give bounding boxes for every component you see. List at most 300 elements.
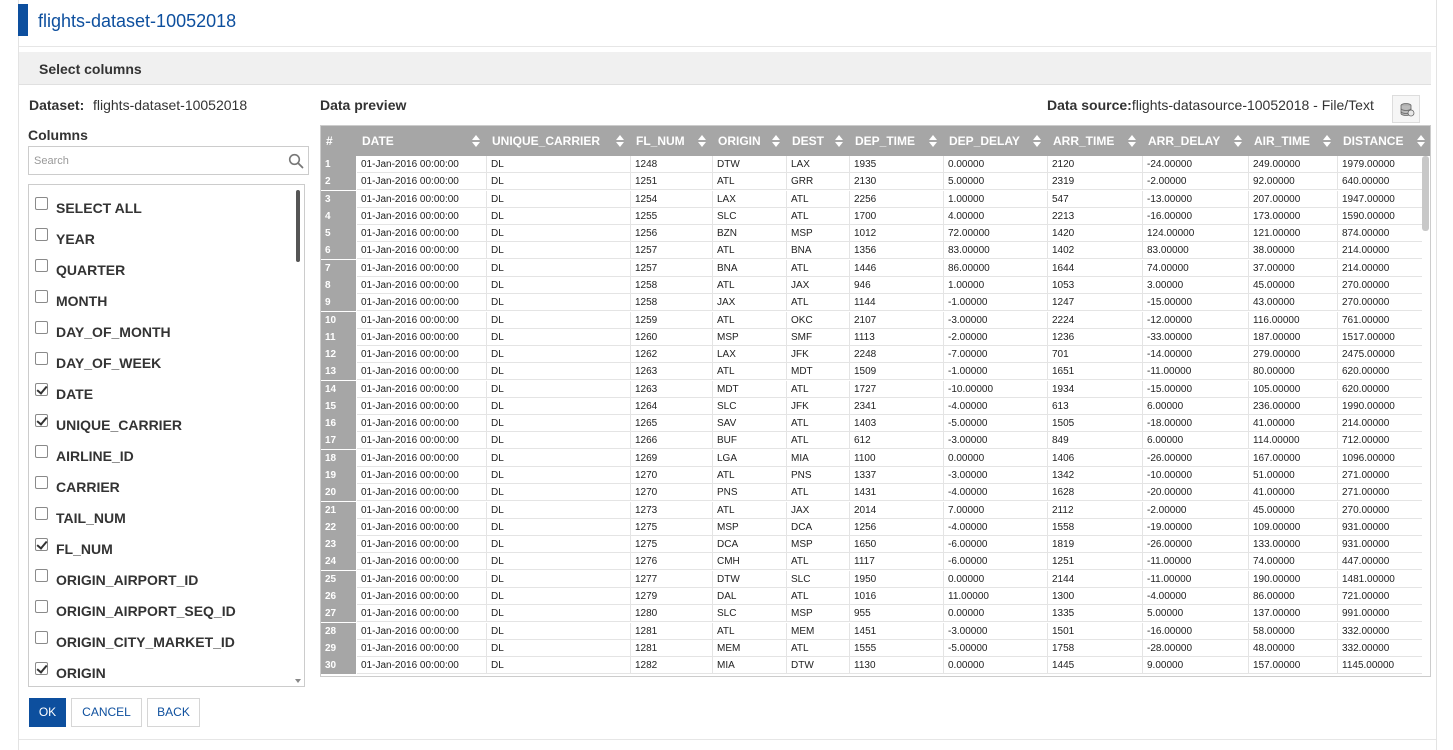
table-cell: MDT bbox=[787, 363, 850, 380]
column-header-label: AIR_TIME bbox=[1254, 134, 1311, 148]
table-cell: -33.00000 bbox=[1143, 329, 1249, 346]
table-cell: -1.00000 bbox=[944, 294, 1048, 311]
table-cell: DTW bbox=[713, 156, 787, 173]
table-cell: 1263 bbox=[631, 381, 713, 398]
section-header bbox=[19, 52, 1431, 85]
table-cell: 1270 bbox=[631, 467, 713, 484]
table-cell: MEM bbox=[787, 623, 850, 640]
column-option[interactable] bbox=[29, 476, 297, 507]
table-cell: 6.00000 bbox=[1143, 432, 1249, 449]
data-source-value: flights-datasource-10052018 - File/Text bbox=[1131, 97, 1374, 113]
table-cell: DL bbox=[487, 553, 631, 570]
table-row[interactable] bbox=[321, 605, 1422, 622]
table-cell: 270.00000 bbox=[1338, 277, 1431, 294]
column-option-label: FL_NUM bbox=[56, 541, 113, 557]
table-cell: 37.00000 bbox=[1249, 260, 1338, 277]
table-cell: 2256 bbox=[850, 191, 944, 208]
ok-button[interactable]: OK bbox=[29, 698, 66, 727]
table-cell: 01-Jan-2016 00:00:00 bbox=[357, 208, 487, 225]
table-cell: 74.00000 bbox=[1143, 260, 1249, 277]
column-checkbox[interactable] bbox=[35, 662, 48, 675]
row-number: 5 bbox=[321, 225, 357, 242]
table-cell: 1590.00000 bbox=[1338, 208, 1431, 225]
table-cell: 0.00000 bbox=[944, 156, 1048, 173]
table-cell: 236.00000 bbox=[1249, 398, 1338, 415]
table-row[interactable] bbox=[321, 381, 1422, 398]
table-cell: 1130 bbox=[850, 657, 944, 674]
table-cell: ATL bbox=[787, 432, 850, 449]
table-cell: 2213 bbox=[1048, 208, 1143, 225]
table-row[interactable] bbox=[321, 502, 1422, 519]
column-option-label: DATE bbox=[56, 386, 94, 402]
table-cell: 761.00000 bbox=[1338, 312, 1431, 329]
column-header[interactable] bbox=[1143, 126, 1249, 156]
cancel-button[interactable]: CANCEL bbox=[71, 698, 142, 727]
table-row[interactable] bbox=[321, 415, 1422, 432]
table-cell: 190.00000 bbox=[1249, 571, 1338, 588]
column-header[interactable] bbox=[631, 126, 713, 156]
table-cell: 01-Jan-2016 00:00:00 bbox=[357, 398, 487, 415]
table-cell: 01-Jan-2016 00:00:00 bbox=[357, 519, 487, 536]
sort-icon[interactable] bbox=[835, 135, 844, 147]
sort-icon[interactable] bbox=[616, 135, 625, 147]
table-row[interactable] bbox=[321, 156, 1422, 173]
table-row[interactable] bbox=[321, 640, 1422, 657]
table-cell: 640.00000 bbox=[1338, 173, 1431, 190]
column-option-label: ORIGIN bbox=[56, 665, 106, 681]
sort-icon[interactable] bbox=[1234, 135, 1243, 147]
table-row[interactable] bbox=[321, 657, 1422, 674]
grid-scroll-thumb[interactable] bbox=[1422, 156, 1429, 231]
table-cell: 1501 bbox=[1048, 623, 1143, 640]
table-cell: 1282 bbox=[631, 657, 713, 674]
table-row[interactable] bbox=[321, 484, 1422, 501]
table-cell: 270.00000 bbox=[1338, 294, 1431, 311]
table-cell: 1248 bbox=[631, 156, 713, 173]
table-cell: 946 bbox=[850, 277, 944, 294]
table-row[interactable] bbox=[321, 398, 1422, 415]
table-cell: -5.00000 bbox=[944, 640, 1048, 657]
table-cell: -2.00000 bbox=[1143, 502, 1249, 519]
column-option[interactable] bbox=[29, 414, 297, 445]
table-cell: MSP bbox=[713, 519, 787, 536]
table-cell: 874.00000 bbox=[1338, 225, 1431, 242]
table-cell: 2107 bbox=[850, 312, 944, 329]
table-cell: -14.00000 bbox=[1143, 346, 1249, 363]
table-row[interactable] bbox=[321, 294, 1422, 311]
column-option[interactable] bbox=[29, 600, 297, 631]
table-cell: DTW bbox=[713, 571, 787, 588]
column-checkbox[interactable] bbox=[35, 507, 48, 520]
table-cell: 620.00000 bbox=[1338, 381, 1431, 398]
column-option[interactable] bbox=[29, 569, 297, 600]
table-cell: 1012 bbox=[850, 225, 944, 242]
table-cell: 01-Jan-2016 00:00:00 bbox=[357, 260, 487, 277]
column-option-label: TAIL_NUM bbox=[56, 510, 126, 526]
table-cell: -28.00000 bbox=[1143, 640, 1249, 657]
table-row[interactable] bbox=[321, 260, 1422, 277]
table-row[interactable] bbox=[321, 450, 1422, 467]
column-header[interactable] bbox=[850, 126, 944, 156]
table-cell: 620.00000 bbox=[1338, 363, 1431, 380]
table-cell: 38.00000 bbox=[1249, 242, 1338, 259]
table-cell: 1758 bbox=[1048, 640, 1143, 657]
table-cell: 1053 bbox=[1048, 277, 1143, 294]
table-cell: 0.00000 bbox=[944, 605, 1048, 622]
table-cell: 447.00000 bbox=[1338, 553, 1431, 570]
row-number: 29 bbox=[321, 640, 357, 657]
table-cell: DL bbox=[487, 432, 631, 449]
table-row[interactable] bbox=[321, 208, 1422, 225]
table-cell: SLC bbox=[787, 571, 850, 588]
table-cell: 01-Jan-2016 00:00:00 bbox=[357, 415, 487, 432]
data-preview-label: Data preview bbox=[320, 97, 407, 113]
table-cell: 271.00000 bbox=[1338, 467, 1431, 484]
table-cell: 1947.00000 bbox=[1338, 191, 1431, 208]
sort-icon[interactable] bbox=[1128, 135, 1137, 147]
table-cell: 173.00000 bbox=[1249, 208, 1338, 225]
table-row[interactable] bbox=[321, 346, 1422, 363]
column-list-scroll-thumb[interactable] bbox=[296, 190, 300, 262]
column-checkbox[interactable] bbox=[35, 476, 48, 489]
back-button[interactable]: BACK bbox=[147, 698, 200, 727]
table-cell: -11.00000 bbox=[1143, 571, 1249, 588]
table-cell: DL bbox=[487, 605, 631, 622]
sort-icon[interactable] bbox=[698, 135, 707, 147]
table-cell: DL bbox=[487, 450, 631, 467]
table-cell: -15.00000 bbox=[1143, 294, 1249, 311]
table-cell: 1356 bbox=[850, 242, 944, 259]
table-cell: 01-Jan-2016 00:00:00 bbox=[357, 640, 487, 657]
column-checkbox[interactable] bbox=[35, 569, 48, 582]
table-cell: 01-Jan-2016 00:00:00 bbox=[357, 329, 487, 346]
column-checkbox[interactable] bbox=[35, 383, 48, 396]
table-cell: ATL bbox=[713, 363, 787, 380]
table-cell: LAX bbox=[713, 191, 787, 208]
column-option-label: CARRIER bbox=[56, 479, 120, 495]
table-cell: 1281 bbox=[631, 640, 713, 657]
table-row[interactable] bbox=[321, 225, 1422, 242]
table-cell: 01-Jan-2016 00:00:00 bbox=[357, 623, 487, 640]
scroll-down-arrow-icon[interactable] bbox=[295, 679, 301, 683]
table-cell: DL bbox=[487, 484, 631, 501]
table-cell: -24.00000 bbox=[1143, 156, 1249, 173]
column-header[interactable] bbox=[787, 126, 850, 156]
table-cell: MEM bbox=[713, 640, 787, 657]
column-option[interactable] bbox=[29, 631, 297, 662]
table-row[interactable] bbox=[321, 242, 1422, 259]
table-row[interactable] bbox=[321, 329, 1422, 346]
table-cell: MSP bbox=[713, 329, 787, 346]
table-cell: ATL bbox=[787, 381, 850, 398]
column-option[interactable] bbox=[29, 662, 297, 687]
column-checkbox[interactable] bbox=[35, 352, 48, 365]
column-option[interactable] bbox=[29, 352, 297, 383]
table-cell: 2475.00000 bbox=[1338, 346, 1431, 363]
table-cell: 92.00000 bbox=[1249, 173, 1338, 190]
table-cell: 1251 bbox=[631, 173, 713, 190]
table-cell: DL bbox=[487, 329, 631, 346]
table-cell: DTW bbox=[787, 657, 850, 674]
table-cell: 1700 bbox=[850, 208, 944, 225]
table-row[interactable] bbox=[321, 363, 1422, 380]
table-cell: -4.00000 bbox=[944, 398, 1048, 415]
table-cell: -3.00000 bbox=[944, 623, 1048, 640]
table-cell: LGA bbox=[713, 450, 787, 467]
sort-icon[interactable] bbox=[472, 135, 481, 147]
table-cell: -10.00000 bbox=[1143, 467, 1249, 484]
table-cell: ATL bbox=[713, 312, 787, 329]
row-number: 11 bbox=[321, 329, 357, 346]
table-cell: -16.00000 bbox=[1143, 623, 1249, 640]
table-cell: ATL bbox=[713, 173, 787, 190]
column-checkbox[interactable] bbox=[35, 631, 48, 644]
row-number: 25 bbox=[321, 571, 357, 588]
table-cell: 01-Jan-2016 00:00:00 bbox=[357, 173, 487, 190]
table-cell: 1819 bbox=[1048, 536, 1143, 553]
table-cell: 1555 bbox=[850, 640, 944, 657]
column-option-label: QUARTER bbox=[56, 262, 126, 278]
table-cell: 249.00000 bbox=[1249, 156, 1338, 173]
table-row[interactable] bbox=[321, 173, 1422, 190]
table-cell: 214.00000 bbox=[1338, 242, 1431, 259]
table-cell: -7.00000 bbox=[944, 346, 1048, 363]
footer-divider bbox=[19, 739, 1436, 740]
column-checkbox[interactable] bbox=[35, 321, 48, 334]
column-option-label: YEAR bbox=[56, 231, 95, 247]
table-cell: -3.00000 bbox=[944, 467, 1048, 484]
table-cell: 214.00000 bbox=[1338, 260, 1431, 277]
column-header-label: ARR_TIME bbox=[1053, 134, 1115, 148]
table-cell: 1281 bbox=[631, 623, 713, 640]
table-cell: 137.00000 bbox=[1249, 605, 1338, 622]
sort-icon[interactable] bbox=[1417, 135, 1426, 147]
row-number: 20 bbox=[321, 484, 357, 501]
table-cell: SLC bbox=[713, 398, 787, 415]
table-cell: 01-Jan-2016 00:00:00 bbox=[357, 363, 487, 380]
table-cell: GRR bbox=[787, 173, 850, 190]
table-cell: 01-Jan-2016 00:00:00 bbox=[357, 381, 487, 398]
sort-icon[interactable] bbox=[1033, 135, 1042, 147]
table-row[interactable] bbox=[321, 432, 1422, 449]
table-cell: -15.00000 bbox=[1143, 381, 1249, 398]
table-cell: 01-Jan-2016 00:00:00 bbox=[357, 242, 487, 259]
table-cell: 1117 bbox=[850, 553, 944, 570]
table-cell: 58.00000 bbox=[1249, 623, 1338, 640]
column-option[interactable] bbox=[29, 228, 297, 259]
row-number: 13 bbox=[321, 363, 357, 380]
row-number: 18 bbox=[321, 450, 357, 467]
column-checkbox[interactable] bbox=[35, 445, 48, 458]
column-checkbox[interactable] bbox=[35, 259, 48, 272]
table-cell: 01-Jan-2016 00:00:00 bbox=[357, 605, 487, 622]
table-cell: 72.00000 bbox=[944, 225, 1048, 242]
table-cell: 133.00000 bbox=[1249, 536, 1338, 553]
table-row[interactable] bbox=[321, 623, 1422, 640]
table-cell: JAX bbox=[787, 502, 850, 519]
page-title: flights-dataset-10052018 bbox=[38, 11, 237, 31]
search-icon[interactable] bbox=[288, 153, 304, 169]
data-source-info bbox=[1047, 97, 1374, 113]
table-cell: 01-Jan-2016 00:00:00 bbox=[357, 450, 487, 467]
table-cell: 207.00000 bbox=[1249, 191, 1338, 208]
column-checkbox[interactable] bbox=[35, 228, 48, 241]
table-cell: 01-Jan-2016 00:00:00 bbox=[357, 277, 487, 294]
column-checkbox[interactable] bbox=[35, 414, 48, 427]
table-cell: 0.00000 bbox=[944, 571, 1048, 588]
table-cell: 1481.00000 bbox=[1338, 571, 1431, 588]
column-header-label: DEP_TIME bbox=[855, 134, 916, 148]
title-divider bbox=[19, 46, 1436, 47]
column-option[interactable] bbox=[29, 321, 297, 352]
table-cell: 1420 bbox=[1048, 225, 1143, 242]
table-cell: DL bbox=[487, 363, 631, 380]
row-number: 19 bbox=[321, 467, 357, 484]
sort-icon[interactable] bbox=[772, 135, 781, 147]
table-cell: 1266 bbox=[631, 432, 713, 449]
table-cell: 1270 bbox=[631, 484, 713, 501]
column-header[interactable] bbox=[1048, 126, 1143, 156]
table-cell: MSP bbox=[787, 536, 850, 553]
column-header[interactable] bbox=[944, 126, 1048, 156]
table-cell: 332.00000 bbox=[1338, 640, 1431, 657]
column-option[interactable] bbox=[29, 259, 297, 290]
table-cell: DL bbox=[487, 623, 631, 640]
table-cell: LAX bbox=[787, 156, 850, 173]
table-cell: 1275 bbox=[631, 536, 713, 553]
column-header[interactable] bbox=[321, 126, 357, 156]
table-cell: -4.00000 bbox=[944, 484, 1048, 501]
table-cell: 1445 bbox=[1048, 657, 1143, 674]
table-cell: -6.00000 bbox=[944, 553, 1048, 570]
table-cell: -16.00000 bbox=[1143, 208, 1249, 225]
column-checkbox[interactable] bbox=[35, 538, 48, 551]
column-checkbox[interactable] bbox=[35, 290, 48, 303]
table-cell: 1247 bbox=[1048, 294, 1143, 311]
row-number: 23 bbox=[321, 536, 357, 553]
table-cell: 2120 bbox=[1048, 156, 1143, 173]
column-option-label: ORIGIN_CITY_MARKET_ID bbox=[56, 634, 235, 650]
table-cell: 1251 bbox=[1048, 553, 1143, 570]
table-cell: ATL bbox=[787, 640, 850, 657]
column-search bbox=[28, 146, 309, 175]
table-cell: 1257 bbox=[631, 242, 713, 259]
table-cell: ATL bbox=[713, 277, 787, 294]
table-cell: DL bbox=[487, 536, 631, 553]
table-cell: -11.00000 bbox=[1143, 553, 1249, 570]
table-row[interactable] bbox=[321, 467, 1422, 484]
column-header[interactable] bbox=[487, 126, 631, 156]
table-cell: BNA bbox=[787, 242, 850, 259]
column-header-label: # bbox=[326, 134, 333, 148]
table-cell: 931.00000 bbox=[1338, 519, 1431, 536]
table-cell: 116.00000 bbox=[1249, 312, 1338, 329]
column-option[interactable] bbox=[29, 445, 297, 476]
table-cell: DL bbox=[487, 381, 631, 398]
table-cell: ATL bbox=[787, 208, 850, 225]
table-row[interactable] bbox=[321, 277, 1422, 294]
table-cell: ATL bbox=[787, 588, 850, 605]
column-checkbox[interactable] bbox=[35, 600, 48, 613]
table-cell: -26.00000 bbox=[1143, 450, 1249, 467]
column-option[interactable] bbox=[29, 383, 297, 414]
table-row[interactable] bbox=[321, 553, 1422, 570]
table-cell: DCA bbox=[713, 536, 787, 553]
table-cell: 1505 bbox=[1048, 415, 1143, 432]
table-cell: 01-Jan-2016 00:00:00 bbox=[357, 502, 487, 519]
table-cell: 1263 bbox=[631, 363, 713, 380]
table-cell: 1934 bbox=[1048, 381, 1143, 398]
sort-icon[interactable] bbox=[929, 135, 938, 147]
column-header-label: DATE bbox=[362, 134, 394, 148]
column-option[interactable] bbox=[29, 290, 297, 321]
table-cell: ATL bbox=[787, 260, 850, 277]
table-cell: OKC bbox=[787, 312, 850, 329]
row-number: 8 bbox=[321, 277, 357, 294]
table-cell: DL bbox=[487, 588, 631, 605]
table-row[interactable] bbox=[321, 191, 1422, 208]
table-row[interactable] bbox=[321, 519, 1422, 536]
column-option[interactable] bbox=[29, 538, 297, 569]
column-option[interactable] bbox=[29, 507, 297, 538]
table-row[interactable] bbox=[321, 312, 1422, 329]
table-cell: 1979.00000 bbox=[1338, 156, 1431, 173]
table-cell: 1145.00000 bbox=[1338, 657, 1431, 674]
datasource-button[interactable] bbox=[1392, 95, 1420, 123]
column-option[interactable] bbox=[29, 197, 297, 228]
row-number: 1 bbox=[321, 156, 357, 173]
column-header[interactable] bbox=[357, 126, 487, 156]
table-row[interactable] bbox=[321, 536, 1422, 553]
table-cell: 1256 bbox=[631, 225, 713, 242]
table-cell: ATL bbox=[713, 467, 787, 484]
table-cell: 01-Jan-2016 00:00:00 bbox=[357, 156, 487, 173]
table-cell: 1403 bbox=[850, 415, 944, 432]
table-row[interactable] bbox=[321, 571, 1422, 588]
column-header[interactable] bbox=[1249, 126, 1338, 156]
column-header[interactable] bbox=[1338, 126, 1431, 156]
table-cell: 1096.00000 bbox=[1338, 450, 1431, 467]
table-cell: 1431 bbox=[850, 484, 944, 501]
title-accent-bar bbox=[18, 4, 28, 36]
table-row[interactable] bbox=[321, 588, 1422, 605]
table-cell: ATL bbox=[787, 191, 850, 208]
table-cell: DL bbox=[487, 640, 631, 657]
table-cell: 1275 bbox=[631, 519, 713, 536]
column-option-label: UNIQUE_CARRIER bbox=[56, 417, 183, 433]
table-cell: 01-Jan-2016 00:00:00 bbox=[357, 484, 487, 501]
sort-icon[interactable] bbox=[1323, 135, 1332, 147]
table-cell: 1.00000 bbox=[944, 277, 1048, 294]
table-cell: PNS bbox=[787, 467, 850, 484]
table-cell: CMH bbox=[713, 553, 787, 570]
table-cell: BUF bbox=[713, 432, 787, 449]
table-cell: 701 bbox=[1048, 346, 1143, 363]
column-search-input[interactable] bbox=[29, 147, 279, 174]
column-checkbox[interactable] bbox=[35, 197, 48, 210]
table-cell: 45.00000 bbox=[1249, 277, 1338, 294]
table-cell: -20.00000 bbox=[1143, 484, 1249, 501]
table-cell: DL bbox=[487, 191, 631, 208]
table-cell: JAX bbox=[787, 277, 850, 294]
table-cell: DL bbox=[487, 571, 631, 588]
column-checklist bbox=[28, 184, 305, 687]
dataset-label: Dataset: bbox=[29, 97, 85, 113]
table-cell: 1273 bbox=[631, 502, 713, 519]
table-cell: 124.00000 bbox=[1143, 225, 1249, 242]
table-cell: -5.00000 bbox=[944, 415, 1048, 432]
column-header[interactable] bbox=[713, 126, 787, 156]
